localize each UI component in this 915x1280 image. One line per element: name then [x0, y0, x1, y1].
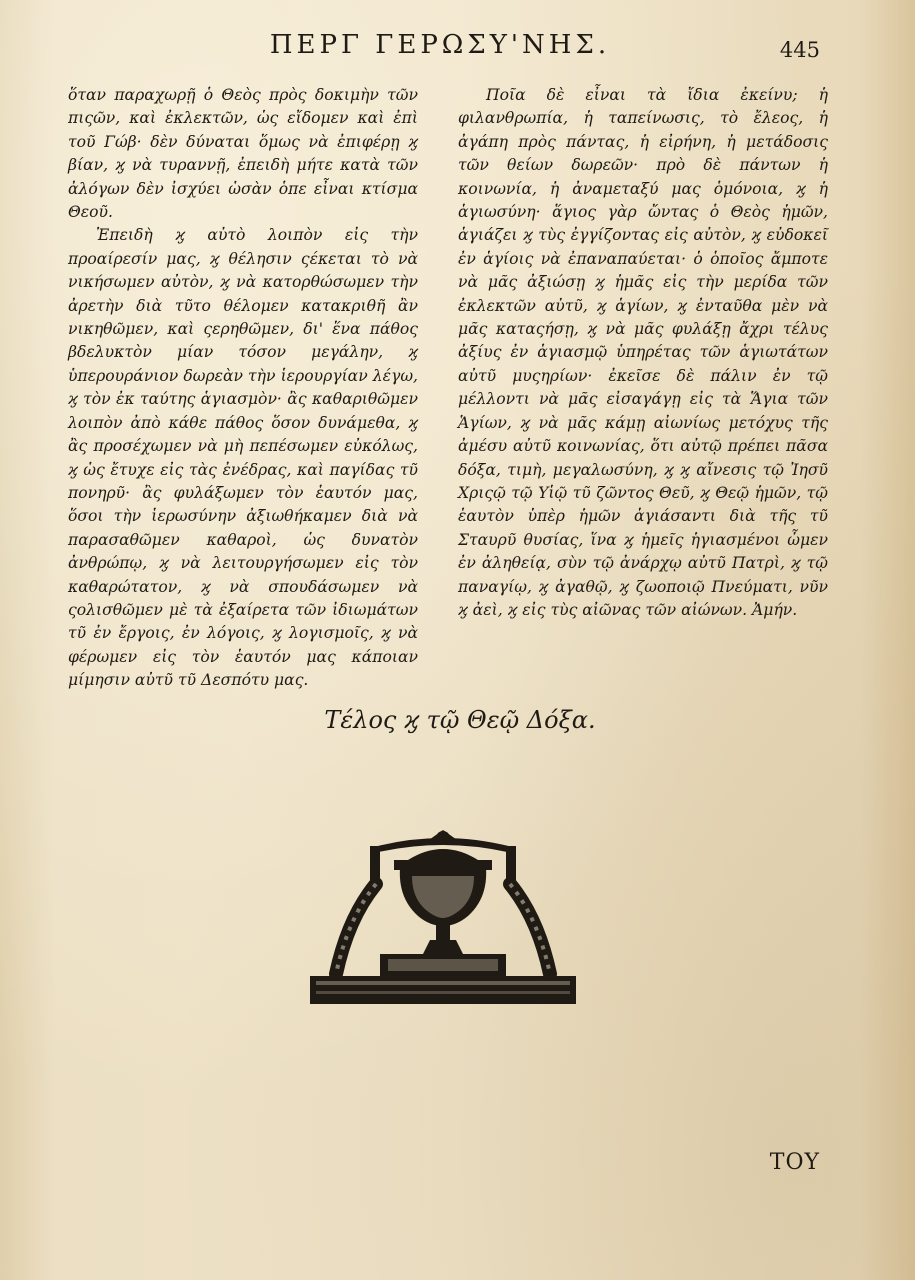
right-column	[458, 84, 828, 622]
left-column	[68, 84, 418, 693]
closing-line: Τέλος ϗ τῷ Θεῷ Δόξα.	[324, 706, 596, 734]
page-number: 445	[779, 38, 820, 62]
left-paragraph-1: ὅταν παραχωρῇ ὁ Θεὸς πρὸς δοκιμὴν τῶν πιςῶν, καὶ ἐκλεκτῶν, ὡς εἴδομεν καὶ ἐπὶ τοῦ Γώβ· δὲν δύναται ὅμως νὰ ἐπιφέρῃ ϗ βίαν, ϗ νὰ τυραννῇ, ἐπειδὴ μήτε κατὰ τῶν ἀλόγων δὲν ἰσχύει ὡσὰν ὁπε εἶναι κτίσμα Θεοῦ.	[68, 86, 418, 222]
catchword: ΤΟΥ	[769, 1150, 820, 1175]
running-title: ΠΕΡΓ ΓΕΡΩΣΥ'ΝΗΣ.	[269, 30, 611, 60]
urn-vignette-ornament	[308, 828, 578, 1008]
right-paragraph-1: Ποῖα δὲ εἶναι τὰ ἴδια ἐκείνυ; ἡ φιλανθρωπία, ἡ ταπείνωσις, τὸ ἔλεος, ἡ ἀγάπη πρὸς πάντας, ἡ εἰρήνη, ἡ μετάδοσις τῶν θείων δωρεῶν· πρὸ δὲ πάντων ἡ κοινωνία, ἡ ἀναμεταξύ μας ὁμόνοια, ϗ ἡ ἁγιωσύνη· ἅγιος γὰρ ὤντας ὁ Θεὸς ἡμῶν, ἁγιάζει ϗ τὺς ἐγγίζοντας εἰς αὐτὸν, ϗ εὐδοκεῖ ἐν ἁγίοις νὰ ἐπαναπαύεται· ὁ ὁποῖος ἄμποτε νὰ μᾶς ἀξιώσῃ ϗ ἡμᾶς εἰς τὴν μερίδα τῶν ἐκλεκτῶν αὐτῦ, ϗ ἁγίων, ϗ ἐνταῦθα μὲν νὰ μᾶς καταςήσῃ, ϗ νὰ μᾶς φυλάξῃ ἄχρι τέλυς ἀξίυς ἐν ἁγιασμῷ ὑπηρέτας τῶν ἁγιωτάτων αὐτῦ μυςηρίων· ἐκεῖσε δὲ πάλιν ἐν τῷ μέλλοντι νὰ μᾶς εἰσαγάγῃ εἰς τὰ Ἅγια τῶν Ἁγίων, ϗ νὰ μᾶς κάμῃ αἰωνίως μετόχυς τῆς ἀμέσυ αὐτῦ κοινωνίας, ὅτι αὐτῷ πρέπει πᾶσα δόξα, τιμὴ, μεγαλωσύνη, ϗ ϗ αἴνεσις τῷ Ἰησῦ Χριςῷ τῷ Υἱῷ τῦ ζῶντος Θεῦ, ϗ Θεῷ ἡμῶν, τῷ ἑαυτὸν ὑπὲρ ἡμῶν ἁγιάσαντι διὰ τῆς τῦ Σταυρῦ θυσίας, ἵνα ϗ ἡμεῖς ἡγιασμένοι ὦμεν ἐν ἀληθείᾳ, σὺν τῷ ἀνάρχῳ αὐτῦ Πατρὶ, ϗ τῷ παναγίῳ, ϗ ἀγαθῷ, ϗ ζωοποιῷ Πνεύματι, νῦν ϗ ἀεὶ, ϗ εἰς τὺς αἰῶνας τῶν αἰώνων. Ἀμήν.	[458, 86, 828, 619]
left-paragraph-2: Ἐπειδὴ ϗ αὐτὸ λοιπὸν εἰς τὴν προαίρεσίν μας, ϗ θέλησιν ςέκεται τὸ νὰ νικήσωμεν αὐτὸν, ϗ νὰ κατορθώσωμεν τὴν ἀρετὴν διὰ τῦτο θέλομεν κατακριθῆ ἂν νικηθῶμεν, καὶ ςερηθῶμεν, δι' ἕνα πάθος βδελυκτὸν μίαν τόσον μεγάλην, ϗ ὑπερουράνιον δωρεὰν τὴν ἱερουργίαν λέγω, ϗ τὸν ἐκ ταύτης ἁγιασμὸν· ἂς καθαριθῶμεν λοιπὸν ἀπὸ κάθε πάθος ὅσον δυνάμεθα, ϗ ἂς προσέχωμεν νὰ μὴ πεπέσωμεν εὐκόλως, ϗ ὡς ἔτυχε εἰς τὰς ἐνέδρας, καὶ παγίδας τῦ πονηρῦ· ἂς φυλάξωμεν τὸν ἑαυτόν μας, ὅσοι τὴν ἱερωσύνην ἀξιωθήκαμεν διὰ νὰ παρασαθῶμεν καθαροὶ, ὡς δυνατὸν ἀνθρώπῳ, ϗ νὰ λειτουργήσωμεν εἰς τὸν καθαρώτατον, ϗ νὰ σπουδάσωμεν νὰ ςολισθῶμεν μὲ τὰ ἐξαίρετα τῶν ἰδιωμάτων τῦ ἐν ἔργοις, ἐν λόγοις, ϗ λογισμοῖς, ϗ νὰ φέρωμεν εἰς τὸν ἑαυτόν μας κάποιαν μίμησιν αὐτῦ τῦ Δεσπότυ μας.	[68, 226, 418, 690]
